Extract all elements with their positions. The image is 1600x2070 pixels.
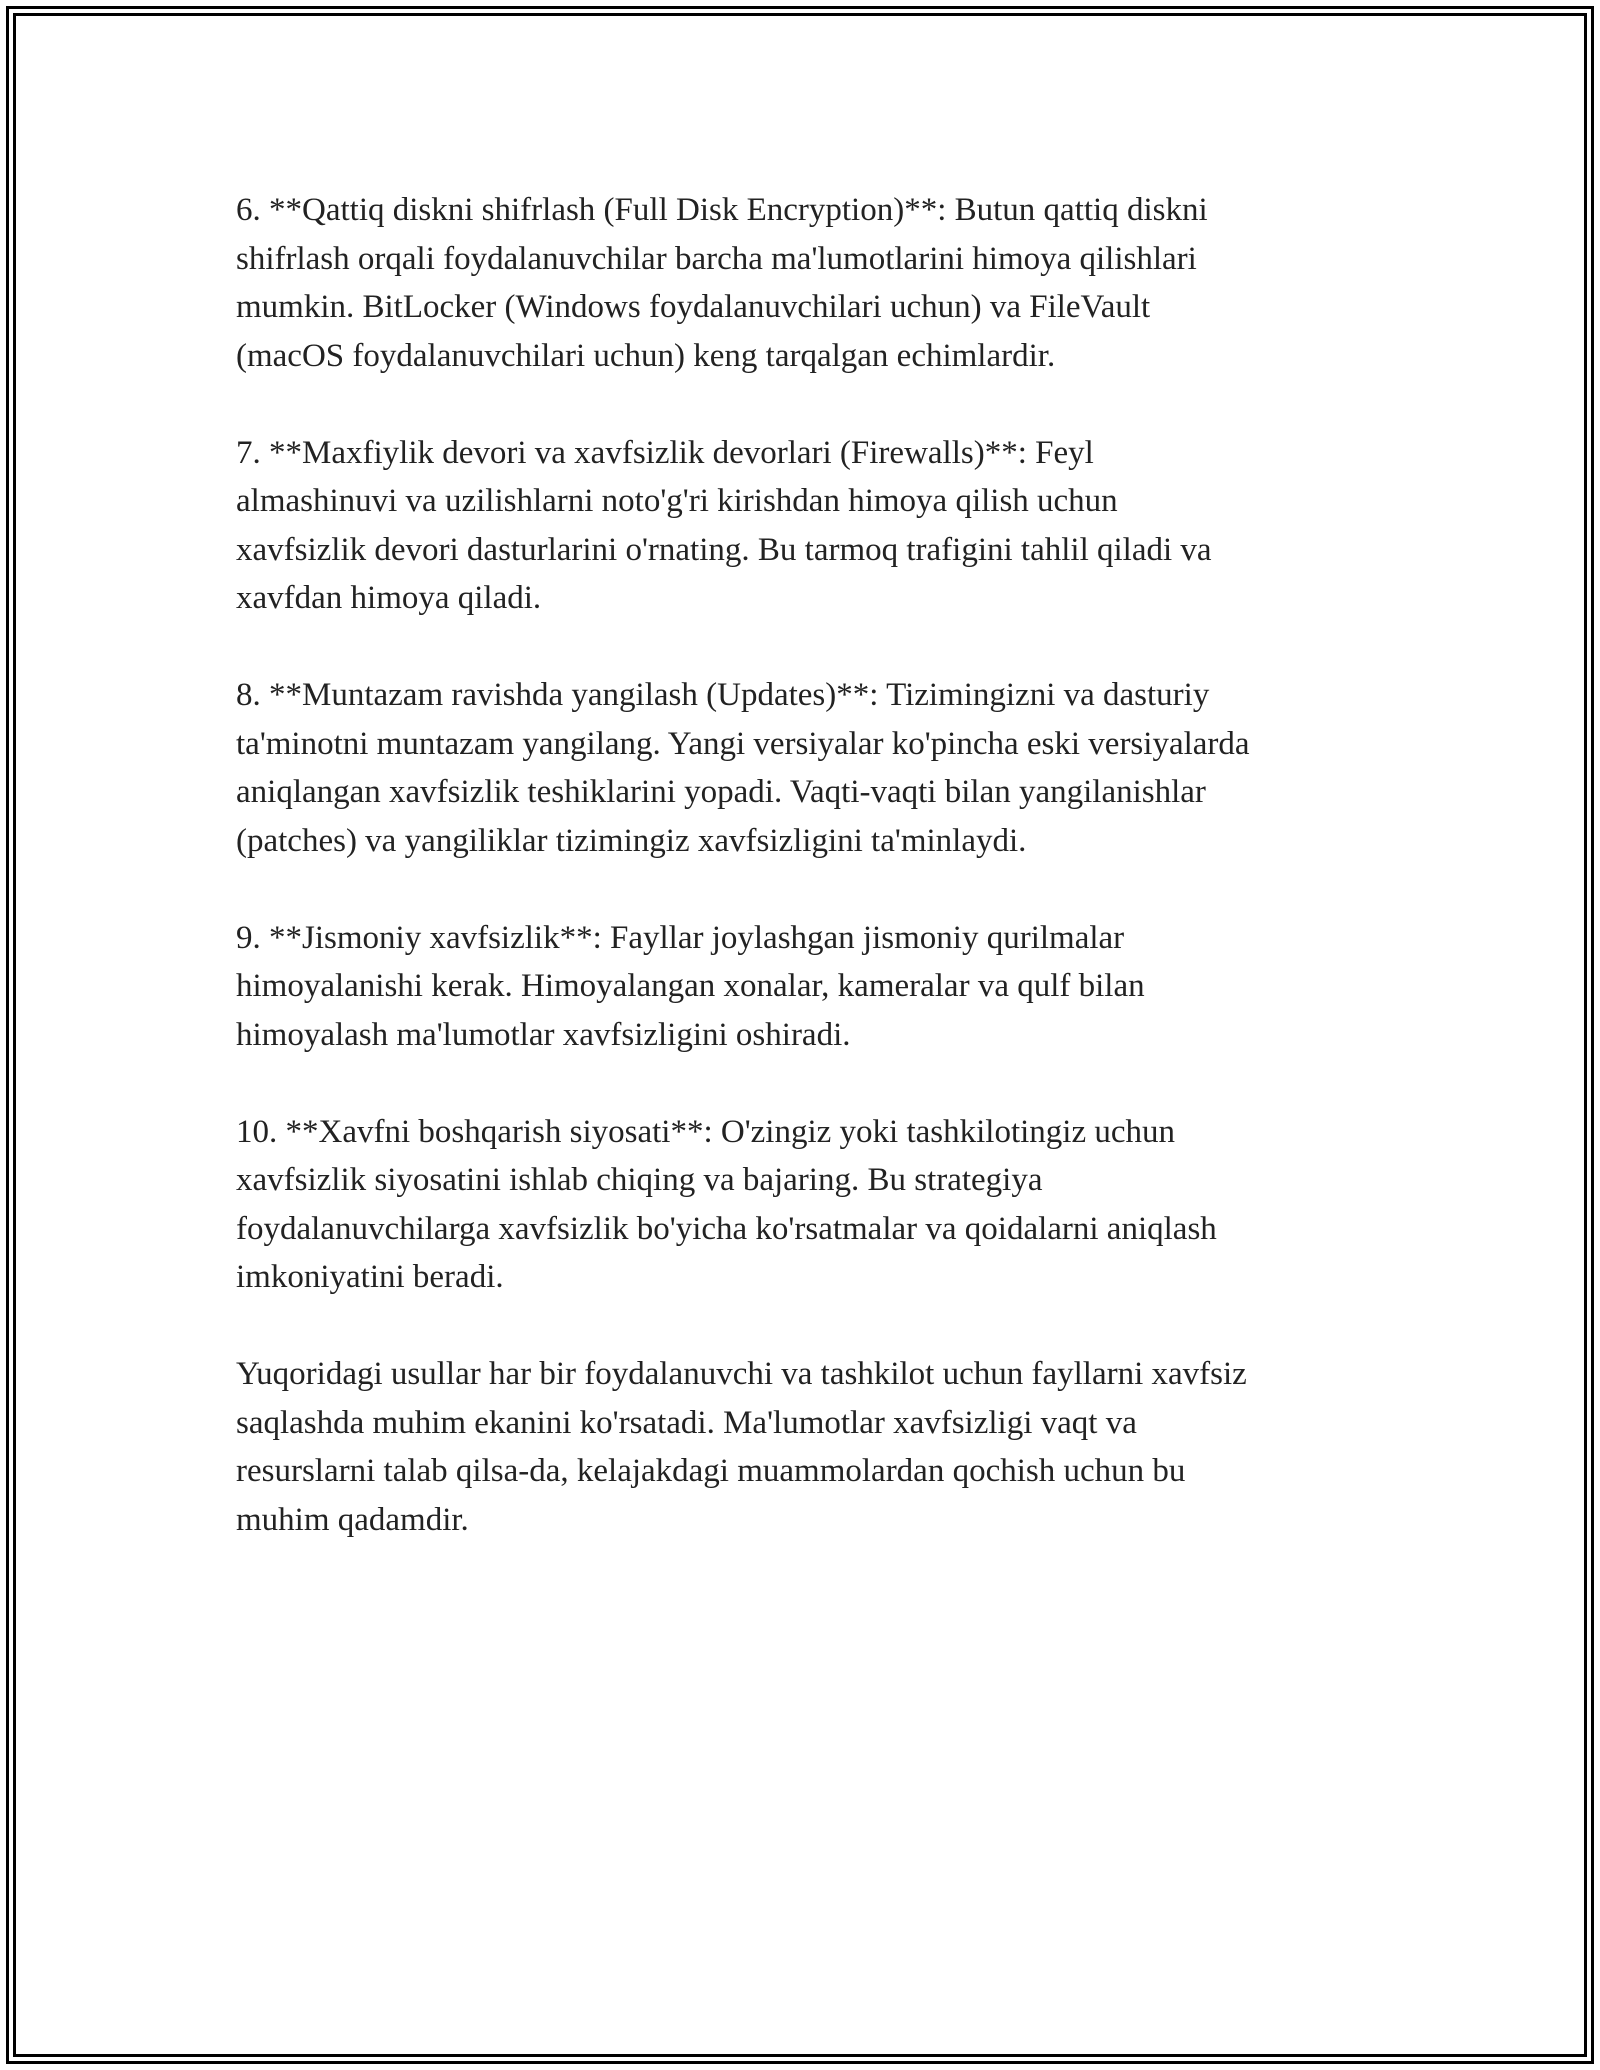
paragraph-conclusion: Yuqoridagi usullar har bir foydalanuvchi va tashkilot uchun fayllarni xavfsiz saqlashda muhim ekanini ko'rsatadi. Ma'lumotlar xavfsizligi vaqt va resurslarni talab qilsa-da, kelajakdagi muammolardan qochish uchun bu muhim qadamdir. bbox=[236, 1356, 1247, 1538]
paragraph-updates: 8. **Muntazam ravishda yangilash (Updates)**: Tizimingizni va dasturiy ta'minotni muntazam yangilang. Yangi versiyalar ko'pincha eski versiyalarda aniqlangan xavfsizlik teshiklarini yopadi. Vaqti-vaqti bilan yangilanishlar (patches) va yangiliklar tizimingiz xavfsizligini ta'minlaydi. bbox=[236, 677, 1250, 859]
paragraph-physical-security: 9. **Jismoniy xavfsizlik**: Fayllar joylashgan jismoniy qurilmalar himoyalanishi kerak. Himoyalangan xonalar, kameralar va qulf bilan himoyalash ma'lumotlar xavfsizligini oshiradi. bbox=[236, 919, 1145, 1053]
document-body bbox=[236, 186, 1406, 1593]
paragraph-firewalls: 7. **Maxfiylik devori va xavfsizlik devorlari (Firewalls)**: Feyl almashinuvi va uzilishlarni noto'g'ri kirishdan himoya qilish uchun xavfsizlik devori dasturlarini o'rnating. Bu tarmoq trafigini tahlil qiladi va xavfdan himoya qiladi. bbox=[236, 434, 1212, 616]
paragraph-disk-encryption: 6. **Qattiq diskni shifrlash (Full Disk Encryption)**: Butun qattiq diskni shifrlash orqali foydalanuvchilar barcha ma'lumotlarini himoya qilishlari mumkin. BitLocker (Windows foydalanuvchilari uchun) va FileVault (macOS foydalanuvchilari uchun) keng tarqalgan echimlardir. bbox=[236, 192, 1208, 374]
paragraph-risk-policy: 10. **Xavfni boshqarish siyosati**: O'zingiz yoki tashkilotingiz uchun xavfsizlik siyosatini ishlab chiqing va bajaring. Bu strategiya foydalanuvchilarga xavfsizlik bo'yicha ko'rsatmalar va qoidalarni aniqlash imkoniyatini beradi. bbox=[236, 1113, 1217, 1295]
